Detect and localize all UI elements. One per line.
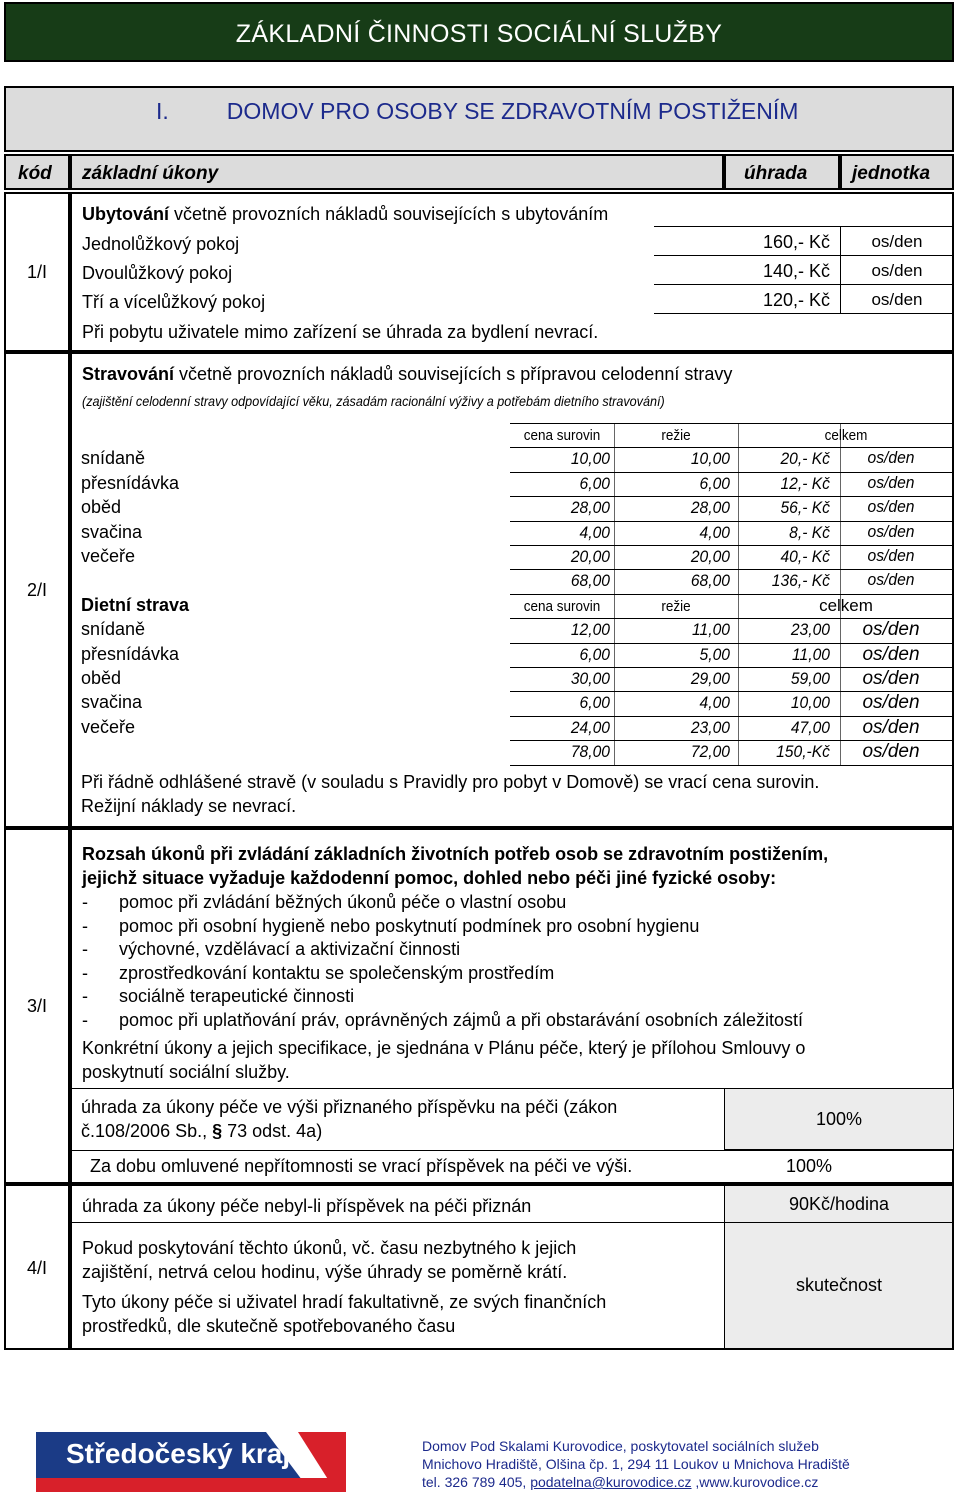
meal-raw-cost: 30,00 [570,669,610,688]
meal-name: svačina [81,521,143,542]
page-title: ZÁKLADNÍ ČINNOSTI SOCIÁLNÍ SLUŽBY [235,20,723,48]
optional-pay-1: Tyto úkony péče si uživatel hradí fakultativně, ze svých finančních [82,1292,607,1312]
meal-overhead: 28,00 [690,498,730,518]
section-banner [4,86,954,152]
accommodation-heading: Ubytování včetně provozních nákladů souvisejících s ubytováním [82,204,609,224]
meal-name: svačina [81,692,143,713]
partial-hour-1: Pokud poskytování těchto úkonů, vč. času nezbytného k jejich [82,1238,577,1258]
meal-total: 23,00 [790,620,830,640]
care-dash: - [82,892,88,912]
col-raw: cena surovin [523,427,601,444]
section-number: I. [156,98,169,124]
meal-name: večeře [81,716,136,737]
meal-unit: os/den [862,668,920,689]
care-item: zprostředkování kontaktu se společenským prostředím [119,962,555,983]
meal-total: 8,- Kč [789,522,830,542]
header-payment: úhrada [724,154,840,190]
meals-subheading: (zajištění celodenní stravy odpovídající věku, zásadám racionální výživy a potřebám dietního stravování) [82,393,665,409]
hourly-rate: 90Kč/hodina [788,1194,890,1214]
meal-overhead: 6,00 [699,473,730,493]
care-item: pomoc při osobní hygieně nebo poskytnutí podmínek pro osobní hygienu [119,915,700,936]
meal-total: 56,- Kč [780,498,830,518]
room-unit: os/den [871,261,923,280]
meal-raw-cost: 6,00 [579,473,610,493]
col-overhead: režie [661,427,691,444]
care-dash: - [82,915,88,936]
meal-name: přesnídávka [81,472,180,493]
meal-total: 150,-Kč [776,742,830,762]
meal-unit: os/den [867,448,915,468]
meal-overhead-note: Režijní náklady se nevrací. [81,796,297,816]
optional-pay-2: prostředků, dle skutečně spotřebovaného času [82,1316,456,1336]
footer-line-2: Mnichovo Hradiště, Olšina čp. 1, 294 11 Loukov u Mnichova Hradiště [422,1456,850,1472]
meal-raw-cost: 20,00 [570,547,610,566]
care-dash: - [82,939,88,960]
meal-name: přesnídávka [81,643,180,664]
col-total: celkem [824,427,868,444]
meal-name: snídaně [81,619,146,640]
meal-overhead: 4,00 [699,693,730,713]
care-pay-2: Za dobu omluvené nepřítomnosti se vrací příspěvek na péči ve výši. [90,1156,633,1176]
care-item: výchovné, vzdělávací a aktivizační činnosti [119,939,461,960]
meal-unit: os/den [862,716,920,738]
meal-total: 59,00 [790,669,830,688]
care-pay-2-value: 100% [786,1156,833,1176]
grid-line [510,594,954,595]
meal-unit: os/den [867,497,915,517]
meal-raw-cost: 68,00 [570,571,610,591]
footer-line-1: Domov Pod Skalami Kurovodice, poskytovatel sociálních služeb [422,1438,819,1454]
meal-overhead: 5,00 [699,644,730,664]
meal-overhead: 72,00 [690,742,730,762]
meal-total: 40,- Kč [780,547,830,566]
care-item: pomoc při zvládání běžných úkonů péče o vlastní osobu [119,892,567,912]
row-code-3: 3/I [4,828,70,1184]
room-unit: os/den [871,290,923,309]
title-banner [4,2,954,62]
meal-raw-cost: 6,00 [579,693,610,713]
meal-unit: os/den [867,521,915,541]
header-code: kód [4,154,70,190]
care-dash: - [82,1010,88,1030]
care-item: sociálně terapeutické činnosti [119,986,355,1007]
meal-total: 20,- Kč [780,449,830,469]
meal-raw-cost: 28,00 [570,498,610,518]
meal-overhead: 68,00 [690,571,730,591]
care-dash: - [82,986,88,1007]
room-name: Jednolůžkový pokoj [82,234,240,254]
care-pay-1-value: 100% [815,1109,863,1129]
meal-name: oběd [81,497,122,518]
meal-unit: os/den [862,692,920,714]
room-price: 160,- Kč [762,232,830,252]
care-heading-1: Rozsah úkonů při zvládání základních životních potřeb osob se zdravotním postižením, [82,844,829,864]
meal-raw-cost: 12,00 [570,620,610,640]
meal-name: večeře [81,546,136,566]
meal-unit: os/den [862,741,920,763]
meal-unit: os/den [867,546,915,565]
care-specific-2: poskytnutí sociální služby. [82,1062,290,1082]
col-raw: cena surovin [523,597,601,615]
meal-unit: os/den [867,570,915,590]
meal-total: 136,- Kč [771,571,830,591]
header-unit: jednotka [840,154,954,190]
meal-total: 47,00 [790,717,830,737]
meal-overhead: 23,00 [690,717,730,737]
meal-raw-cost: 10,00 [570,449,610,469]
care-specific-1: Konkrétní úkony a jejich specifikace, je sjednána v Plánu péče, který je přílohou Smlouvy o [82,1038,806,1058]
meal-raw-cost: 6,00 [579,644,610,664]
email-link[interactable]: podatelna@kurovodice.cz [530,1474,692,1490]
region-logo [36,1432,346,1492]
care-heading-2: jejichž situace vyžaduje každodenní pomoc, dohled nebo péči jiné fyzické osoby: [82,868,777,888]
grid-line [510,423,954,424]
room-name: Dvoulůžkový pokoj [82,263,233,283]
care-item: pomoc při uplatňování práv, oprávněných zájmů a při obstarávání osobních záležitostí [119,1010,804,1030]
actual-value: skutečnost [795,1275,883,1295]
footer-line-3: tel. 326 789 405, podatelna@kurovodice.cz ,www.kurovodice.cz [422,1474,819,1490]
meal-raw-cost: 24,00 [570,717,610,737]
meal-refund-note: Při řádně odhlášené stravě (v souladu s Pravidly pro pobyt v Domově) se vrací cena surovin. [81,772,820,792]
section-name: DOMOV PRO OSOBY SE ZDRAVOTNÍM POSTIŽENÍM [226,98,799,124]
meal-overhead: 20,00 [690,547,730,566]
meal-overhead: 11,00 [692,620,730,640]
care-pay-1b: č.108/2006 Sb., § 73 odst. 4a) [81,1121,323,1141]
diet-label: Dietní strava [81,594,190,615]
meal-raw-cost: 4,00 [579,522,610,542]
meal-unit: os/den [867,472,915,492]
meal-overhead: 29,00 [690,669,730,688]
col-total: celkem [819,595,873,615]
meal-raw-cost: 78,00 [570,742,610,762]
meal-name: snídaně [81,448,146,469]
meal-unit: os/den [862,619,920,641]
grid-line [510,765,954,766]
no-allowance-line: úhrada za úkony péče nebyl-li příspěvek na péči přiznán [82,1196,532,1216]
care-pay-1a: úhrada za úkony péče ve výši přiznaného příspěvku na péči (zákon [81,1097,618,1117]
room-name: Tří a vícelůžkový pokoj [82,292,266,312]
meal-overhead: 4,00 [699,522,730,542]
meal-total: 11,00 [792,644,830,664]
room-price: 120,- Kč [762,290,830,310]
meal-name: oběd [81,668,122,688]
meals-heading: Stravování včetně provozních nákladů souvisejících s přípravou celodenní stravy [82,364,733,384]
row-code-1: 1/I [4,192,70,352]
care-dash: - [82,962,88,983]
meal-total: 10,00 [790,693,830,713]
room-price: 140,- Kč [762,261,830,281]
accommodation-note: Při pobytu uživatele mimo zařízení se úhrada za bydlení nevrací. [82,322,599,342]
section-title [156,98,798,125]
header-tasks: základní úkony [70,154,724,190]
meal-unit: os/den [862,643,920,665]
room-unit: os/den [871,232,923,251]
row-code-2: 2/I [4,352,70,828]
col-overhead: režie [661,597,691,615]
meal-overhead: 10,00 [690,449,730,469]
row-code-4: 4/I [4,1184,70,1350]
partial-hour-2: zajištění, netrvá celou hodinu, výše úhrady se poměrně krátí. [82,1262,568,1282]
logo-text: Středočeský kraj [66,1438,291,1469]
meal-total: 12,- Kč [780,473,830,493]
